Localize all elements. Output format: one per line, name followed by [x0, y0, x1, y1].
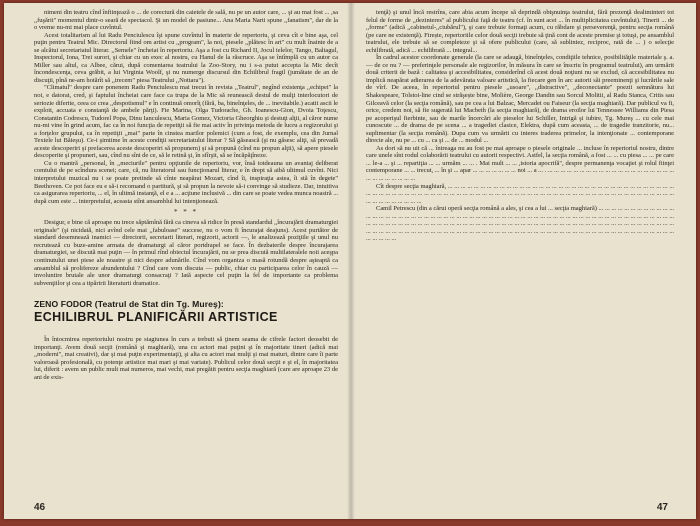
paragraph: Camil Petrescu (din a cărui operă secţia română a ales, şi cea a lui ... secţia maghiară) ... ... ... ... ... ... ... ... ... ... ... ... ... ... ... ... ... ... ... ... ... ... ... ... ... ... ... ... ... ... ... ... ... ... ... ... ... ... ... ... ... ... ... ... ... ... ... ... ... ... ... ... ... ... ... ... ... ... ... ... ... ... ... ... ... ... ... ... ... ... ... ... ... ... ... ... ... ... ... ... ... ... ... ... ... ... ... ... ... ... ... ... ... ... ... ... ... ... ... ... ... ... ... ... ... ... ... ... ... ... ... ... ... ... ... ... ... ... ... ... ... ... ... ... ... ... ... ... ... ... ... ... ... ... ... ... ... ... ... ... ... ... ... ... ... ... ... ... ... ... ... ... ... ... ... ... ... ... ... ... ... [366, 205, 674, 243]
paragraph: În întocmirea repertoriului nostru pe stagiunea în curs a trebuit să ţinem seama de cifrele factori deosebit de importanţi. Avem două secţii (română şi maghiară), una cu actori mai puţini şi în majoritate tineri (adică mai ,,moderni", mai creativi), dar şi mai puţin experimentaţi), şi alta cu actori mai mulţi şi mai maturi, dintre care îi parte valoroasă profesională, cu potenţe artistice mai mari şi mai variate). Publicul celor două secţii e şi el, în majoritatea lui, diferit : avem un public mult mai numeros, mai vechi, mai pregătit pentru secţia maghiară (care are aproape 23 de ani de exis- [34, 336, 338, 381]
right-text [366, 9, 674, 243]
left-bottom-text [34, 336, 338, 381]
paragraph: nimeni din teatru cînd înfiinţează o ... de corectură din caietele de sală, nu pe un autor care, ... şi au mai fost ... ,sa ,,fuşărit" momentul dintr-o seară de spectacol. Şi un model de pasiune... Ana Maria Narti spune ,,fanatism", dar de la o vreme nu-mi mai place cuvîntul. [34, 9, 338, 32]
section-separator: * * * [174, 208, 198, 217]
left-page [4, 3, 350, 519]
paragraph: Cît despre secţia maghiară, ... ... ... ... ... ... ... ... ... ... ... ... ... ... ... ... ... ... ... ... ... ... ... ... ... ... ... ... ... ... ... ... ... ... ... ... ... ... ... ... ... ... ... ... ... ... ... ... ... ... ... ... ... ... ... ... ... ... ... ... ... ... ... ... ... ... ... ... ... ... ... ... ... ... ... ... ... ... ... ... ... ... ... ... ... ... ... ... ... ... ... ... [366, 182, 674, 205]
left-top-text [34, 9, 338, 205]
article-title: ECHILIBRUL PLANIFICĂRII ARTISTICE [34, 310, 278, 325]
article-author: ZENO FODOR (Teatrul de Stat din Tg. Mureş): [34, 299, 224, 310]
paragraph: Acest totalitarism al lui Radu Penciulescu îşi spune cuvîntul în materie de repertoriu, şi ceva cît e bine aşa, cel puţin pentru Teatrul Mic. Directorul fiind om artist cu ,,program", la noi, piesele ,,plătesc în art" cu mult înainte de a se alcătui secretariatul literar. ,,Semele" încheiat în repertoriu. Aşa a fost cu Richard II, Jocul ielelor, Tango, Baltagul, Inspectorul, Iona, Trei surori, şi chiar cu un exec al nostru, cu Hanul de la răscruce. Aşa se întîmplă cu un autor ca Miller sau altul, ca Albee, cărui, după comentarea teatrului la Zoo-Story, nu i s-a putut accepta la Mic decît încondescenţa, ceva grăbit, a lui Virginia Woolf, şi nu numerge discursul din Echilibrul fragil (jumătate de an de discuţii, pînă ne-am hotărît să ,,trecem" piesa Teatrului ,,Nottara"). [34, 31, 338, 84]
paragraph: As dori să nu uit că ... întreaga nu au fost pe mai aproape o piesele originale ... incluse în repertoriul nostru, dintre care unele sînt rodul colaborării teatrului cu autorii respectivi. Astfel, la secţia română, a fost ... ... cu piesa ... ... pe care ... le-a ... şi ... repartiţia ... ... urmăm ... ... . Mai mult ... ... ,istoria apocrifă", despre permanenţa vocaţiei şi rolul fiinţei contemporane ... ... trecut, ... în şi ... apar ... ... ... ... ... ... ... noi ... a ... . ... ... ... ... ... ... ... ... ... ... ... ... ... ... ... ... ... ... ... ... ... ... ... ... ... ... ... ... [366, 144, 674, 183]
right-page [350, 3, 696, 519]
paragraph: Desigur, e bine că aproape nu trece săptămînă fără ca cineva să ridice în presă standardul ,,încurajării dramaturgiei originale" (şi nicidată, nici avînd cele mai ,,fabuloase" succese, nu o vom fi încurajat deajuns). Acest purtător de standard desemnează inamici — directorii, secretarii literari, regizorii, actorii —, le analizează poziţiile şi unul nu recrutează cu buze-amine armata de dramaturgi al căror portdrapel se face. În dezbaterile despre încurajarea dramaturgiei, se discută mai puţin — în primul rînd obiectul încurajării, nu se prea discută multilateralele noii aceşpa continutului unei piese ale noastre şi nici despre adunările. Cînd vom organiza o masă rotundă despre aşteaptă ca ansamblul să prolifereze abundentului ? Cînd care vom discuta — public, chiar cu participarea celor în cauză — involuntire brutale ale unor dramaturgi consacraţi ? Iată aspecte cel puţin la fel de importante ca problema subvenţiilor şi cea a tipăririi literaturii dramatice. [34, 219, 338, 287]
book-spread [4, 3, 696, 519]
paragraph: "Climatul" despre care ponenem Radu Penciulescu mai trecut în revista ,,Teatrul", negînd existenţa ,,echipei" la noi, e datorat, cred, şi faptului încheiat care face ca trupa de la Mic să reunească destul de mulţi interlocutori de seriozie diferite, ceea ce crea ,,despotismul" e în continuă omorîţ (fără, ba, bineînţeles, de ... inevitabile.) acatit ascii le exploit, accuata e constanţă de ambele părţi). Fie Marina, Olga Tudorache, Gh. Ioanescu-Gion, Dvoia Toţescu, Constantin Codrescu, Tudorel Popa, Dinu Ianculescu, Maria Gomez, Victoria Gheorghiu şi destuţi alţii, al căror nume nu-mi vine în grind acum, fac ca în noi funcţia de repetiţii să fie mai activ în privinţa metoda de lucru a regizorului şi a forţelor grupului, ca în repetiţii ,,mai" parte în cinstea marilor polemici (cum a fost, de exemplu, cea din Jurnal Textele lui Băieşu). Ce-i şimtime în aceste condiţii secretariatului literar ? Să găsească (şi nu găsesc aliţi, să prevadă aceste descoperiri şi prefacerea aceste descoperiri să propunem) şi să propună (cînd nu propun alţii), să apere piesele descoperite şi propuneri, sau, cînd nu sînt de ce, să le retină şi, în sfîrşit, să se încăpăţîneze. [34, 84, 338, 160]
paragraph: În cadrul acestor coordonate generale (la care se adaugă, bineînţeles, condiţiile tehnice, posibilităţile materiale ş. a. — de ce nu ? — preferinţele personale ale regizorilor, în măsura în care se înscriu în programul teatrului), am urmărit două criterii de bază : calitatea şi accesibilitatea, considerînd că acest două noţiuni nu se exclud, că accesibilitatea nu implică neapărat adierarea de la adevărata valoare artistică, la fiecare gen în arc autorii săi preeminenţi şi lucrările sale de vîrf. De aceea, în repertoriul pentru piesele ,,usoare", ,,distractive", ,,deconectante" poezii semnătura lui Shakespeare, Tolstoi-line cind se străşește bine, Molière, George Dandin sau Sorcul Molitii, al Radu Stanca, Critis sau Gilceavă celor (la secţia română), sau pe cea a lui Balzac, Mercadet ou Faiseur (la secţia maghiară). Dar publicul va fi, orice, credem noi, să fie sugerată lui Macbeth (la secţia maghiară), de drama eroilor lui Tennessee Williams din Piesa pe acoperişul fierbinte, sau de marile încercări ale pieselor lui Schiller, Intrigă şi iubire, Tg. Mureş ... cu cele mai cunoscute ... de drama de pe scena ... a tragediei clasice, Elektra, după cum aceasta, ... de tragedie tranzitorie, nu... suplimentar (la secţia română). Dupa cum va urmării cu interes traderea primelor, la intenţionate ... contemporane directe ale, nu pe ... cu ... ca şi ... de ... modul ... [366, 54, 674, 145]
page-number: 46 [34, 502, 46, 513]
paragraph: tenţă) şi unul încă restrîns, care abia acum începe să deprindă obişnuinţa teatrului, fără prezenţă dealtminteri tot felul de forme de ,,dezinteres" al publicului faţă de teatru (cf. în sunt acei ... în multiplicitatea cuvîntului). Tinerii ... de ,,forme" (adică ,,cabinetul-,,ciubărul"), şi care trebuie formaţi acum, cu răbdare şi perseverenţă, pentru secţia română (pe care ne existenţă). Firește, repertoriile celor două secţii trebuie să ţină cont de aceste premise şi totuşi, pe ansamblul teatrului, ele trebuie să se completeze şi să ofere publicului (care, să subliniez, reciproc, rată de ... ) o selecţie echilibrată, adică ... echilibrată ... integral... [366, 9, 674, 54]
left-mid-text [34, 219, 338, 287]
page-number: 47 [656, 502, 668, 513]
paragraph: Cu o mantră ,,personal, în ,,meciurile" pentru opţiunile de repertoriu, vor, însă totdeauna un avantaj deliberat comtului de pe scîndura scenei; care, că, nu literatorul sau funcţionarul literar, e în drept să aibă ultimul cuvînt. Nici interpretului muzical nu i se poate pretinde să cînte neapărat Mozart, cînd îi, inspiraţia astea, îi stă în degete" Beethoven. Ce pot face eu e să-i recomand o partitură, şi să propun la nevoie să-i convinge să studieze. Dar, intuitiva ca asigurarea repertoriu, ... el, în ultimă instanţă, el e a ... acţiune inclusivă ... din care se poate vedea munca noastră ... după cum este ... interpretului, aceasta stînt ansamblul lui intenţionează. [34, 159, 338, 205]
